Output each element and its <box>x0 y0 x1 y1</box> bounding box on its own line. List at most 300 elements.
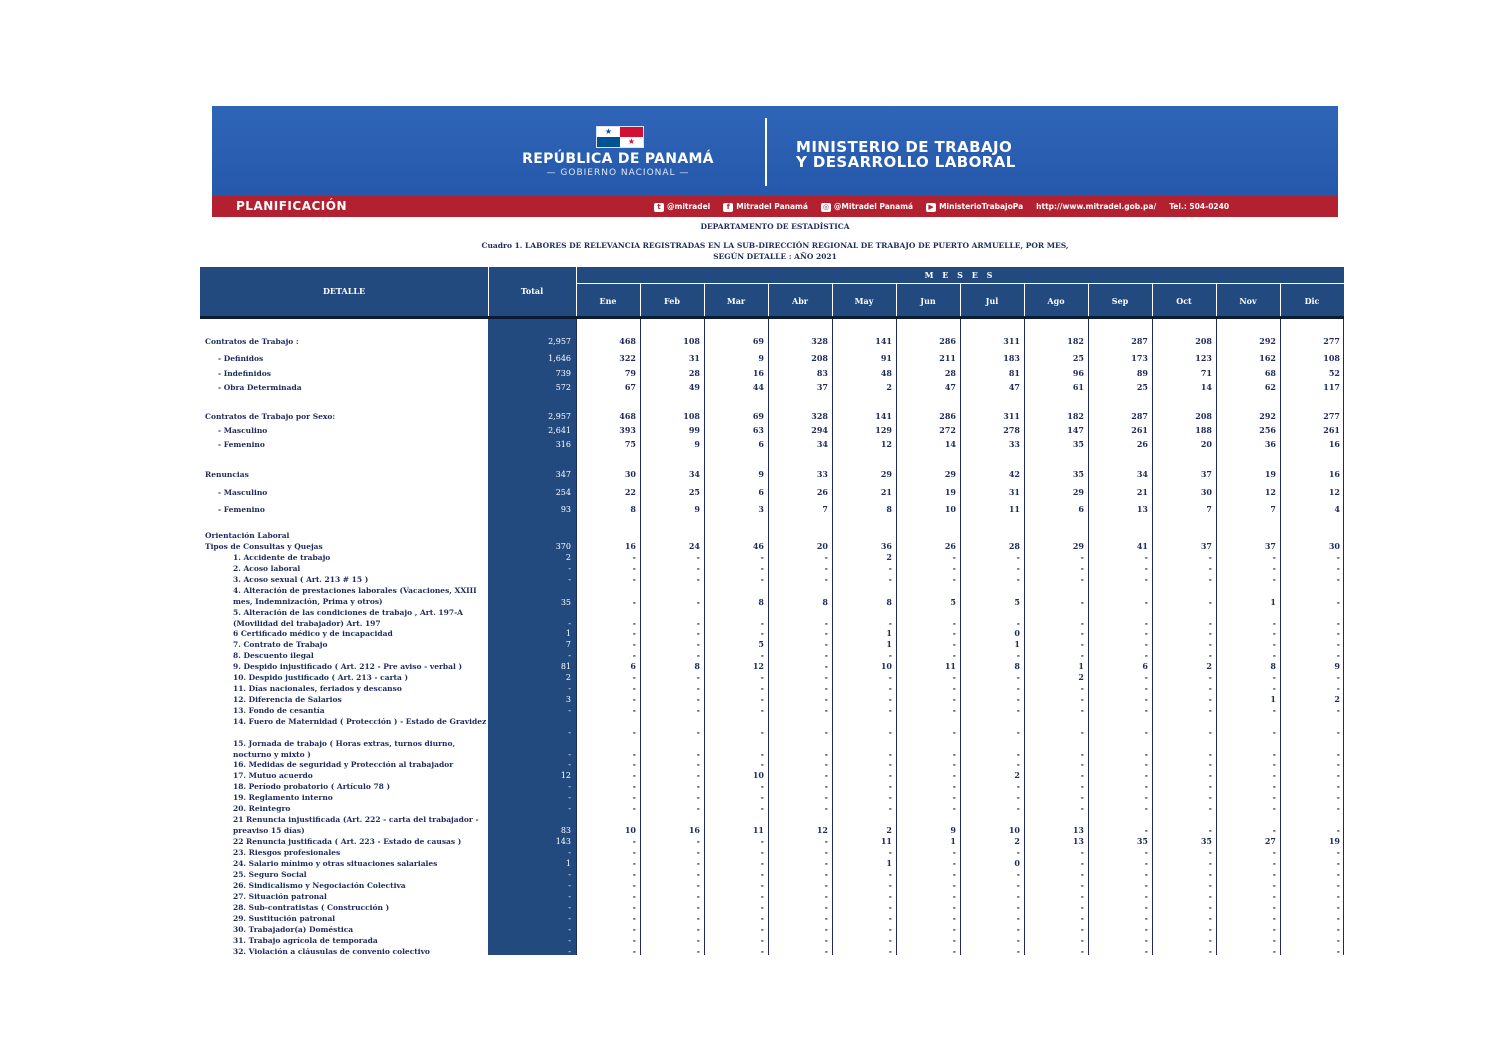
cell-ene: - <box>632 597 636 607</box>
cell-feb: - <box>696 705 700 715</box>
cell-sep: 26 <box>1136 439 1148 449</box>
cell-jul: 42 <box>1008 469 1020 479</box>
cell-dic: - <box>1336 770 1340 780</box>
cell-oct: - <box>1208 574 1212 584</box>
cell-nov: - <box>1272 563 1276 573</box>
cell-dic: 2 <box>1334 694 1340 704</box>
twitter-link[interactable]: t @mitradel <box>654 202 710 212</box>
cell-abr: 20 <box>816 541 828 551</box>
month-header-ago: Ago <box>1047 296 1065 306</box>
cell-may: 1 <box>886 628 892 638</box>
table-row <box>200 880 1344 891</box>
cell-jun: - <box>952 935 956 945</box>
table-row <box>200 469 1344 480</box>
cell-mar: - <box>760 628 764 638</box>
cell-abr: - <box>824 618 828 628</box>
cell-dic: 261 <box>1323 425 1340 435</box>
cell-ago: - <box>1080 705 1084 715</box>
cell-nov: - <box>1272 913 1276 923</box>
cell-jul: - <box>1016 694 1020 704</box>
row-total: 2,957 <box>548 412 571 421</box>
table-row <box>200 924 1344 935</box>
planificacion-label: PLANIFICACIÓN <box>236 199 348 213</box>
cell-jun: - <box>952 781 956 791</box>
cell-feb: - <box>696 891 700 901</box>
cell-sep: 261 <box>1131 425 1148 435</box>
cell-dic: - <box>1336 650 1340 660</box>
cell-feb: - <box>696 902 700 912</box>
cell-abr: - <box>824 902 828 912</box>
cell-ene: 468 <box>619 336 636 346</box>
cell-abr: - <box>824 563 828 573</box>
cell-oct: - <box>1208 935 1212 945</box>
table-row <box>200 935 1344 946</box>
table-row <box>200 661 1344 672</box>
row-label: 16. Medidas de seguridad y Protección al trabajador <box>233 760 454 769</box>
cell-oct: - <box>1208 552 1212 562</box>
cell-jun: - <box>952 639 956 649</box>
cell-oct: 30 <box>1200 487 1212 497</box>
cell-oct: - <box>1208 597 1212 607</box>
cell-ene: - <box>632 880 636 890</box>
cell-dic: 52 <box>1328 368 1340 378</box>
row-label: 14. Fuero de Maternidad ( Protección ) - Estado de Gravidez <box>233 717 487 726</box>
cell-ago: - <box>1080 574 1084 584</box>
cell-abr: 33 <box>816 469 828 479</box>
cell-ene: - <box>632 650 636 660</box>
cell-dic: - <box>1336 935 1340 945</box>
cell-may: - <box>888 781 892 791</box>
row-label: 8. Descuento ilegal <box>233 651 314 660</box>
cell-oct: 188 <box>1195 425 1212 435</box>
cell-mar: - <box>760 563 764 573</box>
cell-nov: - <box>1272 935 1276 945</box>
cell-jun: - <box>952 727 956 737</box>
cell-jun: - <box>952 563 956 573</box>
row-label: 15. Jornada de trabajo ( Horas extras, turnos diurno, nocturno y mixto ) <box>233 739 456 759</box>
cell-feb: 9 <box>694 504 700 514</box>
cell-dic: 4 <box>1334 504 1340 514</box>
cell-dic: - <box>1336 902 1340 912</box>
cell-oct: 7 <box>1206 504 1212 514</box>
cell-dic: - <box>1336 597 1340 607</box>
cell-abr: - <box>824 880 828 890</box>
cell-sep: - <box>1144 781 1148 791</box>
cell-feb: - <box>696 563 700 573</box>
cell-oct: - <box>1208 759 1212 769</box>
cell-feb: 24 <box>688 541 700 551</box>
cell-sep: - <box>1144 869 1148 879</box>
cell-jun: - <box>952 650 956 660</box>
cell-oct: 14 <box>1200 382 1212 392</box>
row-label: - Femenino <box>218 505 265 514</box>
cell-sep: 25 <box>1136 382 1148 392</box>
row-total: - <box>568 936 571 945</box>
cell-nov: 68 <box>1264 368 1276 378</box>
cell-dic: - <box>1336 913 1340 923</box>
facebook-link[interactable]: f Mitradel Panamá <box>723 202 808 212</box>
cell-jul: 0 <box>1014 858 1020 868</box>
cell-may: 1 <box>886 858 892 868</box>
row-label: 5. Alteración de las condiciones de trabajo , Art. 197-A (Movilidad del trabajador) Art. 197 <box>233 608 463 628</box>
cell-mar: - <box>760 935 764 945</box>
table-row <box>200 504 1344 515</box>
cell-oct: 71 <box>1200 368 1212 378</box>
cell-ene: - <box>632 759 636 769</box>
cell-nov: 37 <box>1264 541 1276 551</box>
row-label: - Masculino <box>218 426 268 435</box>
cell-mar: 6 <box>758 439 764 449</box>
youtube-icon: ▶ <box>926 203 936 212</box>
row-total: 2 <box>565 553 571 562</box>
cell-jul: 311 <box>1003 336 1020 346</box>
cell-oct: - <box>1208 825 1212 835</box>
cell-abr: - <box>824 803 828 813</box>
cell-oct: 208 <box>1195 336 1212 346</box>
row-label: - Indefinidos <box>218 369 271 378</box>
cell-mar: - <box>760 749 764 759</box>
cell-ene: 468 <box>619 411 636 421</box>
cell-oct: - <box>1208 770 1212 780</box>
cell-ago: - <box>1080 935 1084 945</box>
cell-jun: - <box>952 628 956 638</box>
row-label: 1. Accidente de trabajo <box>233 553 331 562</box>
cell-may: - <box>888 727 892 737</box>
row-label: 4. Alteración de prestaciones laborales (Vacaciones, XXIII mes, Indemnización, Prima y otros) <box>233 586 477 606</box>
cell-sep: 89 <box>1136 368 1148 378</box>
month-header-oct: Oct <box>1176 296 1192 306</box>
row-total: 12 <box>560 771 571 780</box>
cell-sep: 41 <box>1136 541 1148 551</box>
cell-feb: - <box>696 672 700 682</box>
row-total: 7 <box>565 640 571 649</box>
cell-may: - <box>888 749 892 759</box>
cell-feb: - <box>696 749 700 759</box>
table-row <box>200 705 1344 716</box>
cell-jun: - <box>952 891 956 901</box>
table-row <box>200 913 1344 924</box>
row-label: 25. Seguro Social <box>233 870 307 879</box>
cell-ago: - <box>1080 924 1084 934</box>
cell-oct: 35 <box>1200 836 1212 846</box>
cell-jul: 311 <box>1003 411 1020 421</box>
month-header-may: May <box>854 296 874 306</box>
cell-ago: 35 <box>1072 469 1084 479</box>
cell-feb: - <box>696 869 700 879</box>
cell-jun: - <box>952 902 956 912</box>
row-label: 12. Diferencia de Salarios <box>233 695 342 704</box>
cell-mar: - <box>760 672 764 682</box>
cell-ago: 61 <box>1072 382 1084 392</box>
cell-may: - <box>888 902 892 912</box>
table-row <box>200 411 1344 422</box>
cell-jun: 286 <box>939 336 956 346</box>
department-title: DEPARTAMENTO DE ESTADÍSTICA <box>700 222 850 231</box>
row-total: - <box>568 760 571 769</box>
cell-ago: - <box>1080 628 1084 638</box>
cell-may: 12 <box>880 439 892 449</box>
cell-feb: - <box>696 781 700 791</box>
row-label: 18. Período probatorio ( Artículo 78 ) <box>233 782 391 791</box>
month-header-abr: Abr <box>791 296 808 306</box>
row-label: - Definidos <box>218 354 264 363</box>
cell-jul: 31 <box>1008 487 1020 497</box>
cell-jun: - <box>952 694 956 704</box>
cell-ene: 8 <box>630 504 636 514</box>
cell-feb: - <box>696 628 700 638</box>
cell-dic: 19 <box>1328 836 1340 846</box>
cell-jun: 286 <box>939 411 956 421</box>
cell-ago: - <box>1080 597 1084 607</box>
cell-oct: 37 <box>1200 541 1212 551</box>
cell-ene: - <box>632 803 636 813</box>
cell-jul: 81 <box>1008 368 1020 378</box>
cell-dic: - <box>1336 563 1340 573</box>
table-row <box>200 847 1344 858</box>
cell-mar: 44 <box>752 382 764 392</box>
cell-jul: - <box>1016 880 1020 890</box>
cell-may: 36 <box>880 541 892 551</box>
cell-abr: 83 <box>816 368 828 378</box>
row-total: 370 <box>555 542 571 551</box>
cell-mar: - <box>760 902 764 912</box>
cell-ago: - <box>1080 727 1084 737</box>
cell-jul: 11 <box>1008 504 1020 514</box>
cell-feb: 108 <box>683 411 700 421</box>
cell-dic: - <box>1336 803 1340 813</box>
cell-may: - <box>888 563 892 573</box>
cell-ago: - <box>1080 650 1084 660</box>
cell-jun: - <box>952 924 956 934</box>
cell-ago: 2 <box>1078 672 1084 682</box>
table-row <box>200 368 1344 379</box>
month-header-nov: Nov <box>1239 296 1257 306</box>
cell-abr: 294 <box>811 425 828 435</box>
cell-mar: 69 <box>752 411 764 421</box>
cell-sep: - <box>1144 924 1148 934</box>
cell-dic: - <box>1336 880 1340 890</box>
cell-mar: - <box>760 705 764 715</box>
website-link[interactable]: http://www.mitradel.gob.pa/ <box>1036 202 1157 211</box>
cell-may: 1 <box>886 639 892 649</box>
table-row <box>200 530 1344 541</box>
cell-nov: - <box>1272 650 1276 660</box>
cell-may: 129 <box>875 425 892 435</box>
cell-mar: 16 <box>752 368 764 378</box>
month-header-dic: Dic <box>1304 296 1320 306</box>
cell-sep: - <box>1144 650 1148 660</box>
row-total: - <box>568 706 571 715</box>
cell-ago: 35 <box>1072 439 1084 449</box>
cell-ago: 182 <box>1067 336 1084 346</box>
row-label: Tipos de Consultas y Quejas <box>205 542 323 551</box>
table-row <box>200 336 1344 347</box>
cell-ene: - <box>632 836 636 846</box>
cell-abr: 12 <box>816 825 828 835</box>
cell-may: - <box>888 935 892 945</box>
cell-sep: - <box>1144 749 1148 759</box>
row-total: - <box>568 728 571 737</box>
cell-ene: 393 <box>619 425 636 435</box>
cell-dic: - <box>1336 858 1340 868</box>
cell-mar: - <box>760 792 764 802</box>
cell-ago: - <box>1080 694 1084 704</box>
header-meses: M E S E S <box>924 270 996 280</box>
cell-jun: - <box>952 770 956 780</box>
cell-jul: 1 <box>1014 639 1020 649</box>
cell-nov: - <box>1272 749 1276 759</box>
row-label: 24. Salario mínimo y otras situaciones salariales <box>233 859 438 868</box>
cell-sep: - <box>1144 597 1148 607</box>
cell-mar: 5 <box>758 639 764 649</box>
row-total: 572 <box>555 383 571 392</box>
cell-feb: - <box>696 935 700 945</box>
cell-abr: 37 <box>816 382 828 392</box>
cell-ago: - <box>1080 770 1084 780</box>
cell-jun: 211 <box>939 353 956 363</box>
cell-sep: - <box>1144 825 1148 835</box>
cell-jul: 8 <box>1014 661 1020 671</box>
cell-abr: - <box>824 946 828 956</box>
cell-feb: - <box>696 574 700 584</box>
cell-jul: - <box>1016 924 1020 934</box>
cell-dic: - <box>1336 618 1340 628</box>
cell-may: 2 <box>886 552 892 562</box>
cell-jul: - <box>1016 847 1020 857</box>
cell-abr: - <box>824 727 828 737</box>
cell-feb: - <box>696 694 700 704</box>
cell-ene: 30 <box>624 469 636 479</box>
cell-dic: - <box>1336 639 1340 649</box>
row-total: - <box>568 925 571 934</box>
cell-may: - <box>888 792 892 802</box>
cell-mar: 3 <box>758 504 764 514</box>
cell-feb: 8 <box>694 661 700 671</box>
cell-ene: - <box>632 781 636 791</box>
cell-nov: 292 <box>1259 336 1276 346</box>
cell-ago: - <box>1080 847 1084 857</box>
cell-nov: - <box>1272 727 1276 737</box>
cell-dic: - <box>1336 759 1340 769</box>
cell-feb: 16 <box>688 825 700 835</box>
panama-flag-icon: ★ ★ <box>596 126 644 148</box>
cell-oct: - <box>1208 781 1212 791</box>
cell-mar: - <box>760 869 764 879</box>
cell-oct: - <box>1208 891 1212 901</box>
row-total: - <box>568 848 571 857</box>
cell-mar: - <box>760 759 764 769</box>
gobierno-text: — GOBIERNO NACIONAL — <box>546 168 690 178</box>
cell-feb: 28 <box>688 368 700 378</box>
cell-jul: 10 <box>1008 825 1020 835</box>
cell-sep: - <box>1144 946 1148 956</box>
cell-oct: - <box>1208 847 1212 857</box>
cell-abr: - <box>824 836 828 846</box>
cell-jun: - <box>952 574 956 584</box>
table-row <box>200 563 1344 574</box>
row-label: 27. Situación patronal <box>233 892 327 901</box>
cell-jun: 5 <box>950 597 956 607</box>
cell-jul: - <box>1016 935 1020 945</box>
cell-feb: - <box>696 803 700 813</box>
cell-abr: - <box>824 891 828 901</box>
row-total: 316 <box>555 440 571 449</box>
row-label: - Obra Determinada <box>218 383 302 392</box>
cell-sep: - <box>1144 891 1148 901</box>
cell-jul: - <box>1016 902 1020 912</box>
cell-ago: 13 <box>1072 825 1084 835</box>
youtube-link[interactable]: ▶ MinisterioTrabajoPa <box>926 202 1023 212</box>
cell-dic: - <box>1336 825 1340 835</box>
cell-dic: - <box>1336 924 1340 934</box>
cell-nov: - <box>1272 869 1276 879</box>
cell-nov: - <box>1272 781 1276 791</box>
row-label: 21 Renuncia injustificada (Art. 222 - carta del trabajador - preaviso 15 días) <box>233 815 479 835</box>
month-header-ene: Ene <box>599 296 617 306</box>
cell-feb: - <box>696 618 700 628</box>
cell-abr: - <box>824 913 828 923</box>
cell-ago: 182 <box>1067 411 1084 421</box>
row-total: 81 <box>560 662 571 671</box>
month-header-mar: Mar <box>726 296 746 306</box>
cell-dic: - <box>1336 847 1340 857</box>
row-label: 28. Sub-contratistas ( Construcción ) <box>233 903 390 912</box>
cell-sep: - <box>1144 672 1148 682</box>
cell-dic: - <box>1336 672 1340 682</box>
cell-mar: - <box>760 552 764 562</box>
cell-nov: - <box>1272 902 1276 912</box>
cell-jul: 0 <box>1014 628 1020 638</box>
cell-abr: - <box>824 574 828 584</box>
cell-feb: - <box>696 913 700 923</box>
cell-mar: - <box>760 836 764 846</box>
cell-feb: 34 <box>688 469 700 479</box>
instagram-link[interactable]: ◎ @Mitradel Panamá <box>822 202 914 211</box>
cell-jul: 2 <box>1014 770 1020 780</box>
row-total: - <box>568 564 571 573</box>
cell-abr: - <box>824 683 828 693</box>
cell-may: 2 <box>886 382 892 392</box>
row-total: - <box>568 575 571 584</box>
cell-jul: - <box>1016 792 1020 802</box>
cell-nov: 36 <box>1264 439 1276 449</box>
cell-may: - <box>888 913 892 923</box>
cell-nov: 8 <box>1270 661 1276 671</box>
cell-mar: - <box>760 618 764 628</box>
row-label: 31. Trabajo agrícola de temporada <box>233 936 378 945</box>
cell-mar: 63 <box>752 425 764 435</box>
cell-ago: - <box>1080 803 1084 813</box>
cell-ene: - <box>632 672 636 682</box>
twitter-icon: t <box>654 203 664 212</box>
cell-nov: - <box>1272 639 1276 649</box>
cell-dic: 277 <box>1323 336 1340 346</box>
cell-sep: - <box>1144 792 1148 802</box>
cell-mar: - <box>760 650 764 660</box>
cell-mar: - <box>760 727 764 737</box>
cell-jun: 19 <box>944 487 956 497</box>
cell-may: 2 <box>886 825 892 835</box>
cell-jun: 14 <box>944 439 956 449</box>
cell-sep: - <box>1144 770 1148 780</box>
cell-feb: 31 <box>688 353 700 363</box>
cell-nov: - <box>1272 924 1276 934</box>
cell-ene: 6 <box>630 661 636 671</box>
cell-abr: - <box>824 935 828 945</box>
cell-dic: - <box>1336 869 1340 879</box>
table-row <box>200 607 1344 628</box>
table-row <box>200 814 1344 835</box>
